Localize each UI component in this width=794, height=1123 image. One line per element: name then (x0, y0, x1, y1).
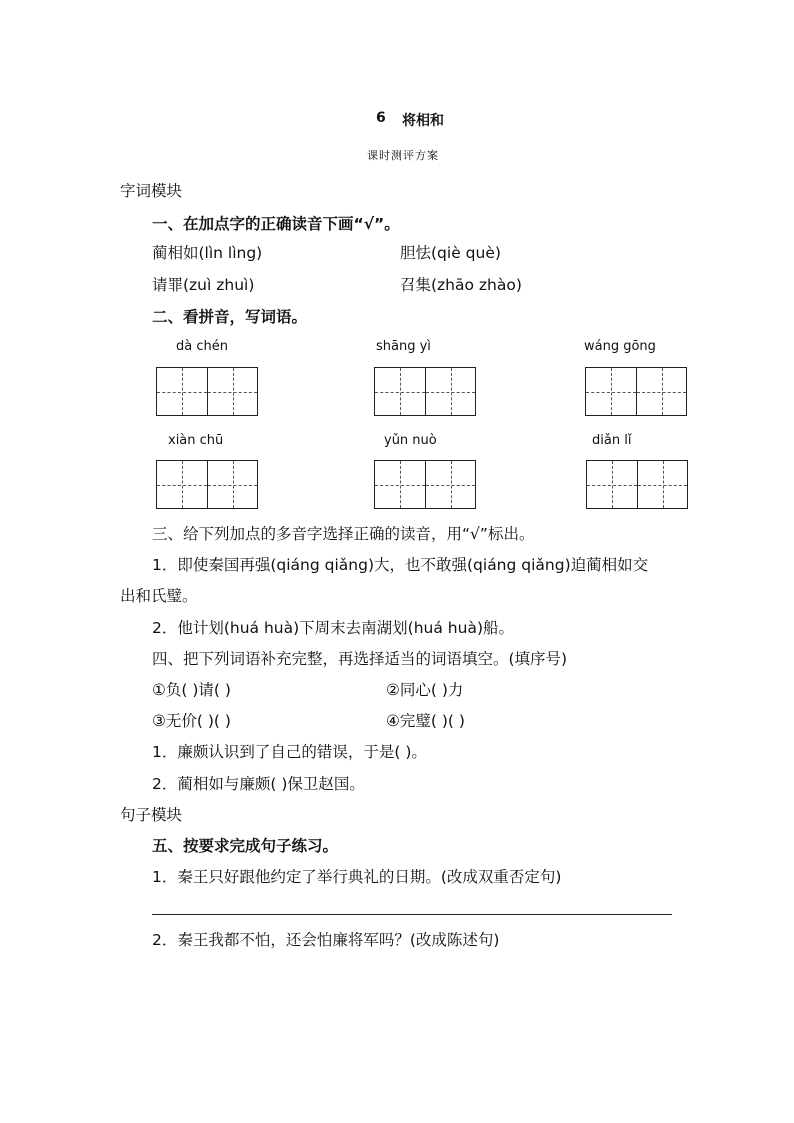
page-subtitle: 课时测评方案 (367, 149, 439, 162)
q4-sentence-1: 1．廉颇认识到了自己的错误，于是( )。 (152, 743, 427, 761)
writing-grid[interactable] (156, 367, 258, 416)
q4-item-1: ①负( )请( ) (152, 681, 231, 699)
pinyin-label: shāng yì (376, 339, 431, 354)
writing-grid[interactable] (374, 367, 476, 416)
q5-sentence-2: 2．秦王我都不怕，还会怕廉将军吗？(改成陈述句) (152, 931, 500, 949)
q3-sentence-1-cont: 出和氏璧。 (120, 587, 198, 605)
q1-item-2: 胆怯(qiè què) (400, 244, 501, 262)
q1-item-3: 请罪(zuì zhuì) (152, 276, 255, 294)
question-4-instruction: 四、把下列词语补充完整，再选择适当的词语填空。(填序号) (152, 650, 568, 668)
question-2-instruction: 二、看拼音，写词语。 (152, 308, 308, 326)
q1-item-1: 蔺相如(lìn lìng) (152, 244, 263, 262)
q4-item-3: ③无价( )( ) (152, 712, 231, 730)
answer-line[interactable] (152, 914, 672, 915)
pinyin-label: yǔn nuò (384, 433, 437, 448)
q3-sentence-1: 1．即使秦国再强(qiáng qiǎng)大，也不敢强(qiáng qiǎng)迫蔺相如交 (152, 556, 649, 574)
question-5-instruction: 五、按要求完成句子练习。 (152, 837, 339, 855)
q4-sentence-2: 2．蔺相如与廉颇( )保卫赵国。 (152, 775, 365, 793)
question-3-instruction: 三、给下列加点的多音字选择正确的读音，用“√”标出。 (152, 525, 535, 543)
writing-grid[interactable] (586, 460, 688, 509)
writing-grid[interactable] (156, 460, 258, 509)
q1-item-4: 召集(zhāo zhào) (400, 276, 522, 294)
question-1-instruction: 一、在加点字的正确读音下画“√”。 (152, 215, 400, 233)
writing-grid[interactable] (585, 367, 687, 416)
pinyin-label: wáng gōng (584, 339, 656, 354)
pinyin-label: diǎn lǐ (592, 433, 632, 448)
pinyin-label: xiàn chū (168, 433, 224, 448)
q4-item-4: ④完璧( )( ) (386, 712, 465, 730)
page-title: 将相和 (402, 113, 444, 129)
section-heading-sentences: 句子模块 (120, 806, 183, 824)
pinyin-label: dà chén (176, 339, 228, 354)
q3-sentence-2: 2．他计划(huá huà)下周末去南湖划(huá huà)船。 (152, 619, 514, 637)
q4-item-2: ②同心( )力 (386, 681, 464, 699)
writing-grid[interactable] (374, 460, 476, 509)
q5-sentence-1: 1．秦王只好跟他约定了举行典礼的日期。(改成双重否定句) (152, 868, 562, 886)
lesson-number: 6 (376, 110, 386, 126)
section-heading-words: 字词模块 (120, 182, 183, 200)
